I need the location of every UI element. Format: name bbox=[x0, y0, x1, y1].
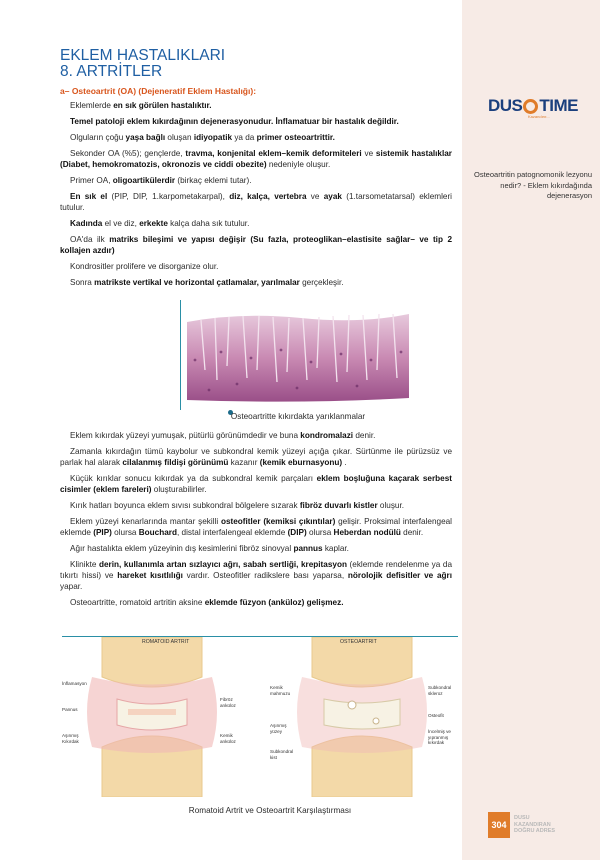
footer-tagline bbox=[514, 815, 555, 835]
paragraph-17: Klinikte derin, kullanımla artan sızlayıcı ağrı, sabah sertliği, krepitasyon (eklemde rendelenme ya da tıkırtı hissi) ve hareket kısıtlılığı vardır. Osteofitler radikslere bası yaparsa, nörolojik defisitler ve ağrı yapar. bbox=[60, 560, 452, 591]
paragraph-7: Kadında el ve diz, erkekte kalça daha sık tutulur. bbox=[70, 219, 250, 228]
ra-label-3: Aşınmış Kıkırdak bbox=[62, 733, 79, 744]
section-title: 8. ARTRİTLER bbox=[60, 63, 163, 80]
paragraph-18: Osteoartritte, romatoid artritin aksine eklemde füzyon (anküloz) gelişmez. bbox=[70, 598, 344, 607]
ra-label-4: Fibröz anküloz bbox=[220, 697, 236, 708]
side-note: Osteoartritin patognomonik lezyonu nedir? - Eklem kıkırdağında dejenerasyon bbox=[474, 170, 592, 200]
clock-icon bbox=[523, 99, 538, 114]
oa-label-3: Subkondral kist bbox=[270, 749, 294, 760]
chapter-title: EKLEM HASTALIKLARI bbox=[60, 47, 226, 64]
paragraph-13: Küçük kırıklar sonucu kıkırdak ya da subkondral kemik parçaları eklem boşluğuna kaçarak serbest cisimler (eklem fareleri) oluşturabilirler. bbox=[60, 474, 452, 494]
paragraph-9: Kondrositler prolifere ve disorganize olur. bbox=[70, 262, 219, 271]
ra-label-2: Pannus bbox=[62, 707, 78, 712]
paragraph-1: Eklemlerde en sık görülen hastalıktır. bbox=[70, 101, 212, 110]
paragraph-10: Sonra matrikste vertikal ve horizontal çatlamalar, yarılmalar gerçekleşir. bbox=[70, 278, 344, 287]
footer-tag-1: DUSU bbox=[514, 815, 530, 821]
paragraph-11: Eklem kıkırdak yüzeyi yumuşak, pütürlü görünümdedir ve buna kondromalazi denir. bbox=[70, 431, 376, 440]
paragraph-4: Sekonder OA (%5); gençlerde, travma, konjenital eklem–kemik deformiteleri ve sistemik hastalıklar (Diabet, hemokromatozis, okronozis ve ciddi obezite) nedeniyle oluşur. bbox=[60, 149, 452, 169]
footer-tag-2: KAZANDIRAN bbox=[514, 821, 551, 828]
brand-time: TIME bbox=[539, 96, 579, 115]
figure-2-caption: Romatoid Artrit ve Osteoartrit Karşılaştırması bbox=[188, 806, 352, 815]
main-content-2 bbox=[60, 430, 452, 613]
paragraph-8: OA'da ilk matriks bileşimi ve yapısı değişir (Su fazla, proteoglikan–elastisite sağlar– ve tip 2 kollajen azdır) bbox=[60, 235, 452, 255]
page-footer bbox=[462, 812, 600, 840]
oa-title: OSTEOARTRIT bbox=[340, 639, 377, 645]
oa-label-4: Subkondral skleroz bbox=[428, 685, 452, 696]
oa-label-5: Osteofit bbox=[428, 713, 444, 718]
paragraph-6: En sık el (PIP, DIP, 1.karpometakarpal), diz, kalça, vertebra ve ayak (1.tarsometatarsal) eklemleri tutulur. bbox=[60, 192, 452, 212]
brand-dus: DUS bbox=[488, 96, 523, 115]
subsection-heading: a– Osteoartrit (OA) (Dejeneratif Eklem Hastalığı): bbox=[60, 86, 257, 96]
oa-joint-drawing bbox=[297, 637, 427, 797]
page-number: 304 bbox=[488, 812, 510, 838]
comparison-figure bbox=[62, 636, 458, 796]
paragraph-5: Primer OA, oligoartikülerdir (birkaç eklemi tutar). bbox=[70, 176, 252, 185]
paragraph-12: Zamanla kıkırdağın tümü kaybolur ve subkondral kemik yüzeyi açığa çıkar. Sürtünme ile pürüzsüz ve parlak hal alarak cilalanmış fildişi görünümü kazanır (kemik eburnasyonu) . bbox=[60, 447, 452, 467]
ra-joint-drawing bbox=[87, 637, 217, 797]
figure-1-caption: Osteoartritte kıkırdakta yarıklanmalar bbox=[230, 412, 366, 421]
histology-image bbox=[180, 300, 416, 410]
brand-logo bbox=[488, 96, 588, 122]
ra-label-1: İnflamasyon bbox=[62, 681, 87, 686]
oa-label-1: Kemik mahmuzu bbox=[270, 685, 291, 696]
main-content bbox=[60, 48, 452, 293]
paragraph-2: Temel patoloji eklem kıkırdağının dejenerasyonudur. İnflamatuar bir hastalık değildir. bbox=[70, 117, 399, 126]
ra-title: ROMATOID ARTRIT bbox=[142, 639, 190, 645]
oa-label-6: İncelmiş ve yıpranmış kıkırdak bbox=[428, 729, 451, 745]
paragraph-15: Eklem yüzeyi kenarlarında mantar şekilli osteofitler (kemiksi çıkıntılar) gelişir. Proksimal interfalengeal eklemde (PIP) olursa Bouchard, distal interfalengeal eklemde (DIP) olursa Heberdan nodülü denir. bbox=[60, 517, 452, 537]
paragraph-16: Ağır hastalıkta eklem yüzeyinin dış kesimlerini fibröz sinovyal pannus kaplar. bbox=[70, 544, 349, 553]
paragraph-3: Olguların çoğu yaşa bağlı oluşan idiyopatik ya da primer osteoartrittir. bbox=[70, 133, 335, 142]
paragraph-14: Kırık hatları boyunca eklem sıvısı subkondral bölgelere sızarak fibröz duvarlı kistler oluşur. bbox=[70, 501, 405, 510]
brand-tagline: Kazandırır... bbox=[528, 114, 550, 119]
footer-tag-3: DOĞRU ADRES bbox=[514, 828, 556, 834]
oa-label-2: Aşınmış yüzey bbox=[270, 723, 287, 734]
ra-label-5: Kemik anküloz bbox=[220, 733, 236, 744]
sidebar-panel bbox=[462, 0, 600, 860]
